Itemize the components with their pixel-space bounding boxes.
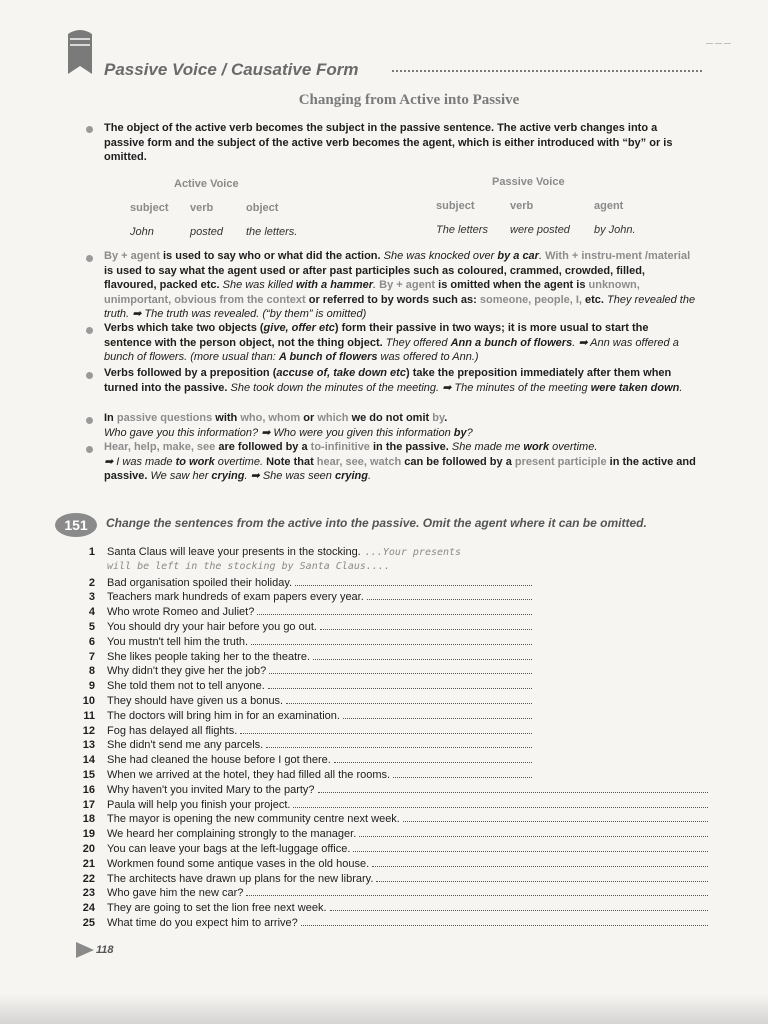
section-subtitle: Changing from Active into Passive xyxy=(298,92,520,108)
answer-line[interactable] xyxy=(301,915,708,926)
bullet-icon xyxy=(86,327,93,334)
exercise-item xyxy=(78,634,532,649)
exercise-item-number: 8 xyxy=(88,665,95,678)
answer-line[interactable] xyxy=(268,678,532,689)
exercise-item xyxy=(78,737,532,752)
exercise-item xyxy=(78,604,532,619)
exercise-item-number: 3 xyxy=(88,591,95,604)
exercise-item xyxy=(78,752,532,767)
exercise-item xyxy=(78,915,708,930)
exercise-item xyxy=(78,826,708,841)
corner-mark: — — — xyxy=(706,40,731,47)
exercise-item xyxy=(78,708,532,723)
passive-ex-subject: The letters xyxy=(436,224,488,236)
exercise-item-number: 25 xyxy=(82,916,95,929)
answer-line[interactable] xyxy=(240,723,532,734)
active-col-object: object xyxy=(246,202,279,214)
answer-line[interactable] xyxy=(367,589,532,600)
exercise-item xyxy=(78,797,708,812)
exercise-item-number: 19 xyxy=(82,828,95,841)
answer-line[interactable] xyxy=(359,826,708,837)
active-ex-object: the letters. xyxy=(246,226,298,238)
answer-line[interactable] xyxy=(269,663,532,674)
bullet-icon xyxy=(86,372,93,379)
header-dotted-rule xyxy=(392,70,702,72)
answer-line[interactable] xyxy=(257,604,532,615)
exercise-item-text: She likes people taking her to the theatre. xyxy=(107,650,311,663)
scan-edge-shadow xyxy=(0,994,768,1024)
answer-line[interactable] xyxy=(318,782,708,793)
exercise-item-number: 17 xyxy=(82,798,95,811)
active-voice-heading: Active Voice xyxy=(174,178,239,190)
exercise-item-text: You should dry your hair before you go out. xyxy=(107,620,317,633)
exercise-item-text: Fog has delayed all flights. xyxy=(107,724,238,737)
active-col-verb: verb xyxy=(190,202,214,214)
exercise-item-number: 12 xyxy=(82,724,95,737)
exercise-item-number: 23 xyxy=(82,887,95,900)
exercise-item-text: We heard her complaining strongly to the manager. xyxy=(107,828,357,841)
exercise-answer-line xyxy=(78,560,708,575)
exercise-item-text: She told them not to tell anyone. xyxy=(107,680,265,693)
exercise-item xyxy=(78,589,532,604)
exercise-item-text: She didn't send me any parcels. xyxy=(107,739,264,752)
rule-3: Verbs which take two objects (give, offer etc) form their passive in two ways; it is more usual to start the sentence with the person object, not the thing object. They offered Ann a bunch of flowers. ➡ Ann was offered a bunch of flowers. (more usual than: A bunch of flowers was offered to Ann.) xyxy=(104,322,679,363)
rule-6: Hear, help, make, see are followed by a to-infinitive in the passive. She made me work overtime. ➡ I was made to work overtime. Note that hear, see, watch can be followed by a present participle in the active and passive. We saw her crying. ➡ She was seen crying. xyxy=(104,441,696,482)
exercise-item-number: 24 xyxy=(82,902,95,915)
exercise-item xyxy=(78,575,532,590)
answer-line[interactable] xyxy=(376,871,708,882)
answer-line[interactable] xyxy=(295,575,532,586)
answer-line[interactable] xyxy=(403,811,708,822)
passive-ex-verb: were posted xyxy=(510,224,570,236)
exercise-item-text: The doctors will bring him in for an examination. xyxy=(107,709,340,722)
page-arrow-icon xyxy=(76,942,94,958)
exercise-item xyxy=(78,856,708,871)
exercise-number: 151 xyxy=(64,517,88,533)
answer-line[interactable] xyxy=(330,900,708,911)
exercise-item xyxy=(78,782,708,797)
passive-col-agent: agent xyxy=(594,200,624,212)
passive-ex-agent: by John. xyxy=(594,224,636,236)
answer-line[interactable] xyxy=(246,885,708,896)
exercise-item-text: Workmen found some antique vases in the old house. xyxy=(107,857,370,870)
rule-4: Verbs followed by a preposition (accuse of, take down etc) take the preposition immediately after them when turned into the passive. She took down the minutes of the meeting. ➡ The minutes of the meeting were taken down. xyxy=(104,367,683,394)
exercise-item-text: You can leave your bags at the left-luggage office. xyxy=(107,842,351,855)
exercise-instruction: Change the sentences from the active into the passive. Omit the agent where it can be omitted. xyxy=(106,516,647,530)
exercise-item-number: 2 xyxy=(88,576,95,589)
exercise-item xyxy=(78,723,532,738)
exercise-item-text: Who gave him the new car? xyxy=(107,887,244,900)
exercise-item-number: 5 xyxy=(88,620,95,633)
exercise-item-text: She had cleaned the house before I got there. xyxy=(107,754,331,767)
exercise-item-text: Bad organisation spoiled their holiday. xyxy=(107,576,293,589)
exercise-item-number: 11 xyxy=(83,709,95,722)
exercise-item-number: 6 xyxy=(88,635,95,648)
handwritten-answer: ...Your presents xyxy=(364,547,462,558)
answer-line[interactable] xyxy=(372,856,708,867)
exercise-item-text: Teachers mark hundreds of exam papers every year. xyxy=(107,591,364,604)
exercise-item-text: They should have given us a bonus. xyxy=(107,694,284,707)
answer-line[interactable] xyxy=(266,737,532,748)
exercise-item-text: You mustn't tell him the truth. xyxy=(107,635,249,648)
answer-line[interactable] xyxy=(343,708,532,719)
exercise-item-text: Why didn't they give her the job? xyxy=(107,665,267,678)
exercise-item xyxy=(78,767,532,782)
answer-line[interactable] xyxy=(286,693,532,704)
exercise-item-number: 7 xyxy=(88,650,95,663)
exercise-item-number: 22 xyxy=(82,872,95,885)
active-col-subject: subject xyxy=(130,202,169,214)
passive-col-subject: subject xyxy=(436,200,475,212)
exercise-item xyxy=(78,885,708,900)
exercise-number-badge xyxy=(54,512,98,538)
exercise-item xyxy=(78,663,532,678)
exercise-item-number: 4 xyxy=(88,606,95,619)
exercise-item-number: 18 xyxy=(82,813,95,826)
exercise-item xyxy=(78,871,708,886)
exercise-item-number: 20 xyxy=(82,842,95,855)
exercise-item xyxy=(78,693,532,708)
exercise-item-text: What time do you expect him to arrive? xyxy=(107,916,298,929)
exercise-item-number: 14 xyxy=(82,754,95,767)
unit-title: Passive Voice / Causative Form xyxy=(104,60,359,79)
active-ex-verb: posted xyxy=(190,226,224,238)
passive-col-verb: verb xyxy=(510,200,534,212)
exercise-item-text: Why haven't you invited Mary to the party? xyxy=(107,783,315,796)
exercise-item-text: Who wrote Romeo and Juliet? xyxy=(107,606,255,619)
exercise-item-text: Paula will help you finish your project. xyxy=(107,798,291,811)
exercise-item xyxy=(78,619,532,634)
exercise-item xyxy=(78,841,708,856)
exercise-item xyxy=(78,649,532,664)
answer-line[interactable] xyxy=(251,634,532,645)
exercise-item-number: 15 xyxy=(82,768,95,781)
rule-5: In passive questions with who, whom or which we do not omit by. Who gave you this information? ➡ Who were you given this information by? xyxy=(104,412,473,439)
passive-voice-heading: Passive Voice xyxy=(492,176,565,188)
bullet-icon xyxy=(86,446,93,453)
exercise-item-text: The mayor is opening the new community centre next week. xyxy=(107,813,400,826)
exercise-list xyxy=(78,545,708,930)
handwritten-answer: will be left in the stocking by Santa Claus.... xyxy=(107,560,390,572)
answer-line[interactable] xyxy=(393,767,532,778)
exercise-item xyxy=(78,678,532,693)
answer-line[interactable] xyxy=(334,752,532,763)
exercise-item-text: They are going to set the lion free next week. xyxy=(107,902,327,915)
exercise-item-text: When we arrived at the hotel, they had filled all the rooms. xyxy=(107,768,391,781)
rule-2: By + agent is used to say who or what did the action. She was knocked over by a car. With + instru-ment /material is used to say what the agent used or after past participles such as coloured, crammed, crowded, filled, flavoured, packed etc. She was killed with a hammer. By + agent is omitted when the agent is unknown, unimportant, obvious from the context or referred to by words such as: someone, people, I, etc. They revealed the truth. ➡ The truth was revealed. (“by them” is omitted) xyxy=(104,250,696,320)
answer-line[interactable] xyxy=(293,797,708,808)
active-ex-subject: John xyxy=(130,226,154,238)
exercise-item-number: 10 xyxy=(82,694,95,707)
exercise-item-number: 9 xyxy=(88,680,95,693)
answer-line[interactable] xyxy=(313,649,532,660)
answer-line[interactable] xyxy=(353,841,708,852)
page-number: 118 xyxy=(96,944,114,956)
bullet-icon xyxy=(86,417,93,424)
answer-line[interactable] xyxy=(320,619,532,630)
exercise-item-number: 1 xyxy=(88,546,95,558)
exercise-item-number: 21 xyxy=(82,857,95,870)
rule-1: The object of the active verb becomes the subject in the passive sentence. The active verb changes into a passive form and the subject of the active verb becomes the agent, which is either introduced with “by” or is omitted. xyxy=(104,122,673,163)
exercise-item-number: 13 xyxy=(82,739,95,752)
bookmark-ribbon-icon xyxy=(66,26,94,78)
exercise-item xyxy=(78,545,708,560)
exercise-item xyxy=(78,811,708,826)
exercise-item-text: Santa Claus will leave your presents in the stocking. xyxy=(107,546,361,558)
bullet-icon xyxy=(86,126,93,133)
exercise-item-text: The architects have drawn up plans for the new library. xyxy=(107,872,374,885)
bullet-icon xyxy=(86,255,93,262)
exercise-item-number: 16 xyxy=(82,783,95,796)
exercise-item xyxy=(78,900,708,915)
